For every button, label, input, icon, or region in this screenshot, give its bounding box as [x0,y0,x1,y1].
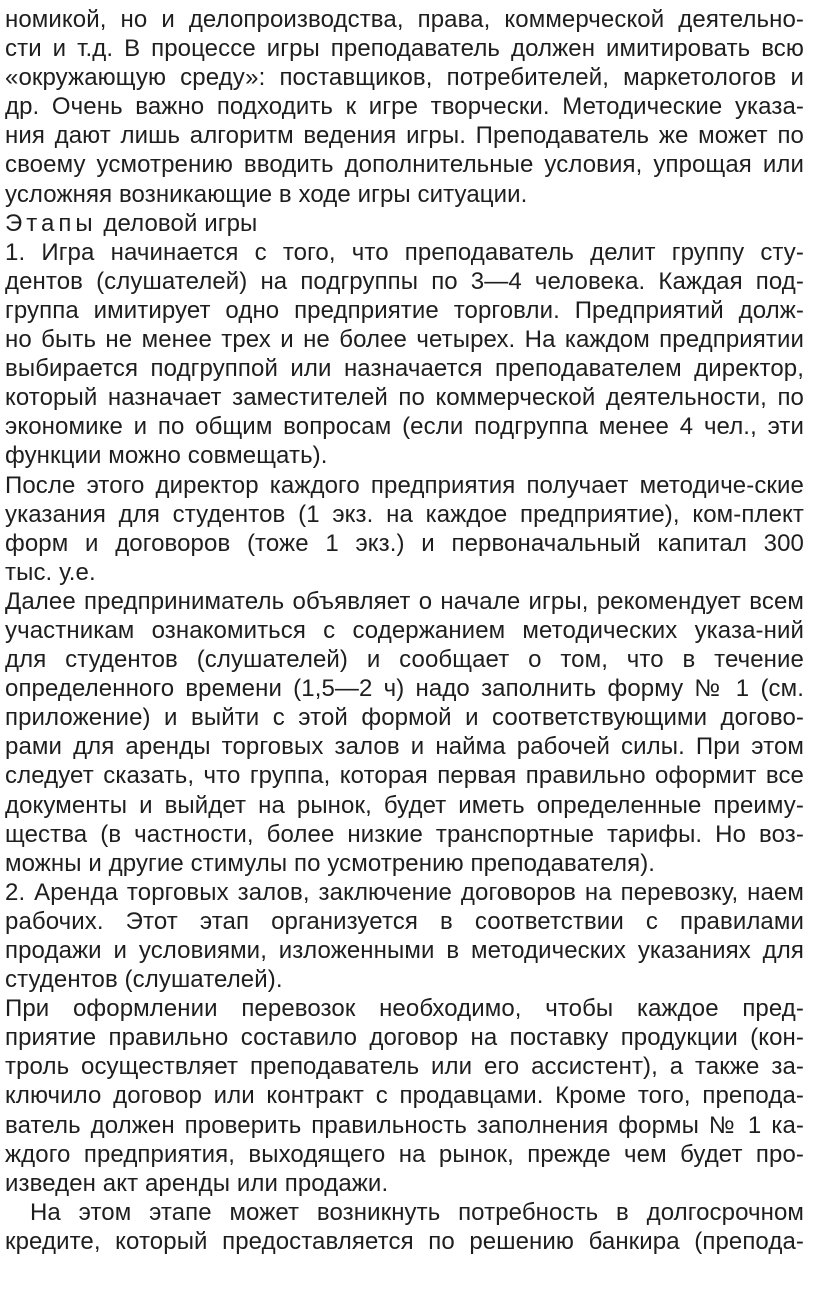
text-line: приложение) и выйти с этой формой и соответствующими догово- [5,704,804,732]
text-line: указания для студентов (1 экз. на каждое предприятие), ком-плект [5,500,804,528]
text-line: «окружающую среду»: поставщиков, потребителей, маркетологов и [5,64,804,92]
text-line: документы и выйдет на рынок, будет иметь определенные преиму- [5,791,804,819]
text-line: для студентов (слушателей) и сообщает о том, что в течение [5,646,804,674]
text-line: ждого предприятия, выходящего на рынок, прежде чем будет про- [5,1140,804,1168]
text-line: кредите, который предоставляется по решению банкира (препода- [5,1227,804,1255]
text-line: щества (в частности, более низкие транспортные тарифы. Но воз- [5,820,804,848]
text-line: следует сказать, что группа, которая первая правильно оформит все [5,762,804,790]
text-line: 1. Игра начинается с того, что преподаватель делит группу сту- [5,238,804,266]
text-line: рабочих. Этот этап организуется в соответствии с правилами [5,907,804,935]
text-line: др. Очень важно подходить к игре творчески. Методические указа- [5,93,804,121]
text-line: Далее предприниматель объявляет о начале игры, рекомендует всем [5,587,804,615]
text-line: приятие правильно составило договор на поставку продукции (кон- [5,1024,804,1052]
text-line: выбирается подгруппой или назначается преподавателем директор, [5,355,804,383]
text-line: форм и договоров (тоже 1 экз.) и первоначальный капитал 300 [5,529,804,557]
text-line: ватель должен проверить правильность заполнения формы № 1 ка- [5,1111,804,1139]
text-line: На этом этапе может возникнуть потребность в долгосрочном [30,1198,804,1226]
text-line: рами для аренды торговых залов и найма рабочей силы. При этом [5,733,804,761]
text-line: определенного времени (1,5—2 ч) надо заполнить форму № 1 (см. [5,675,804,703]
text-line: который назначает заместителей по коммерческой деятельности, по [5,384,804,412]
text-line: но быть не менее трех и не более четырех. На каждом предприятии [5,326,804,354]
text-line: дентов (слушателей) на подгруппы по 3—4 человека. Каждая под- [5,267,804,295]
text-line: тыс. у.е. [5,558,96,586]
text-line: можны и другие стимулы по усмотрению преподавателя). [5,849,656,877]
text-line: изведен акт аренды или продажи. [5,1169,389,1197]
text-line: ключило договор или контракт с продавцами. Кроме того, препода- [5,1082,804,1110]
text-line: номикой, но и делопроизводства, права, коммерческой деятельно- [5,6,804,33]
heading-rest: деловой игры [96,209,258,237]
text-line: При оформлении перевозок необходимо, чтобы каждое пред- [5,995,804,1023]
text-line: экономике и по общим вопросам (если подгруппа менее 4 чел., эти [5,413,804,441]
text-line: усложняя возникающие в ходе игры ситуации. [5,180,528,208]
text-line: троль осуществляет преподаватель или его ассистент), а также за- [5,1053,804,1081]
text-line: своему усмотрению вводить дополнительные условия, упрощая или [5,151,804,179]
text-line: 2. Аренда торговых залов, заключение договоров на перевозку, наем [5,878,804,906]
text-column [5,5,804,1256]
text-line: ния дают лишь алгоритм ведения игры. Преподаватель же может по [5,122,804,150]
text-line: продажи и условиями, изложенными в методических указаниях для [5,937,804,964]
text-line: группа имитирует одно предприятие торговли. Предприятий долж- [5,296,804,324]
text-line: участникам ознакомиться с содержанием методических указа-ний [5,616,804,644]
text-line: После этого директор каждого предприятия получает методиче-ские [5,471,804,499]
section-heading [5,209,804,238]
heading-spaced-word: Этапы [5,209,97,237]
text-line: функции можно совмещать). [5,442,328,470]
text-line: студентов (слушателей). [5,966,283,994]
text-line: сти и т.д. В процессе игры преподаватель должен имитировать всю [5,35,804,63]
